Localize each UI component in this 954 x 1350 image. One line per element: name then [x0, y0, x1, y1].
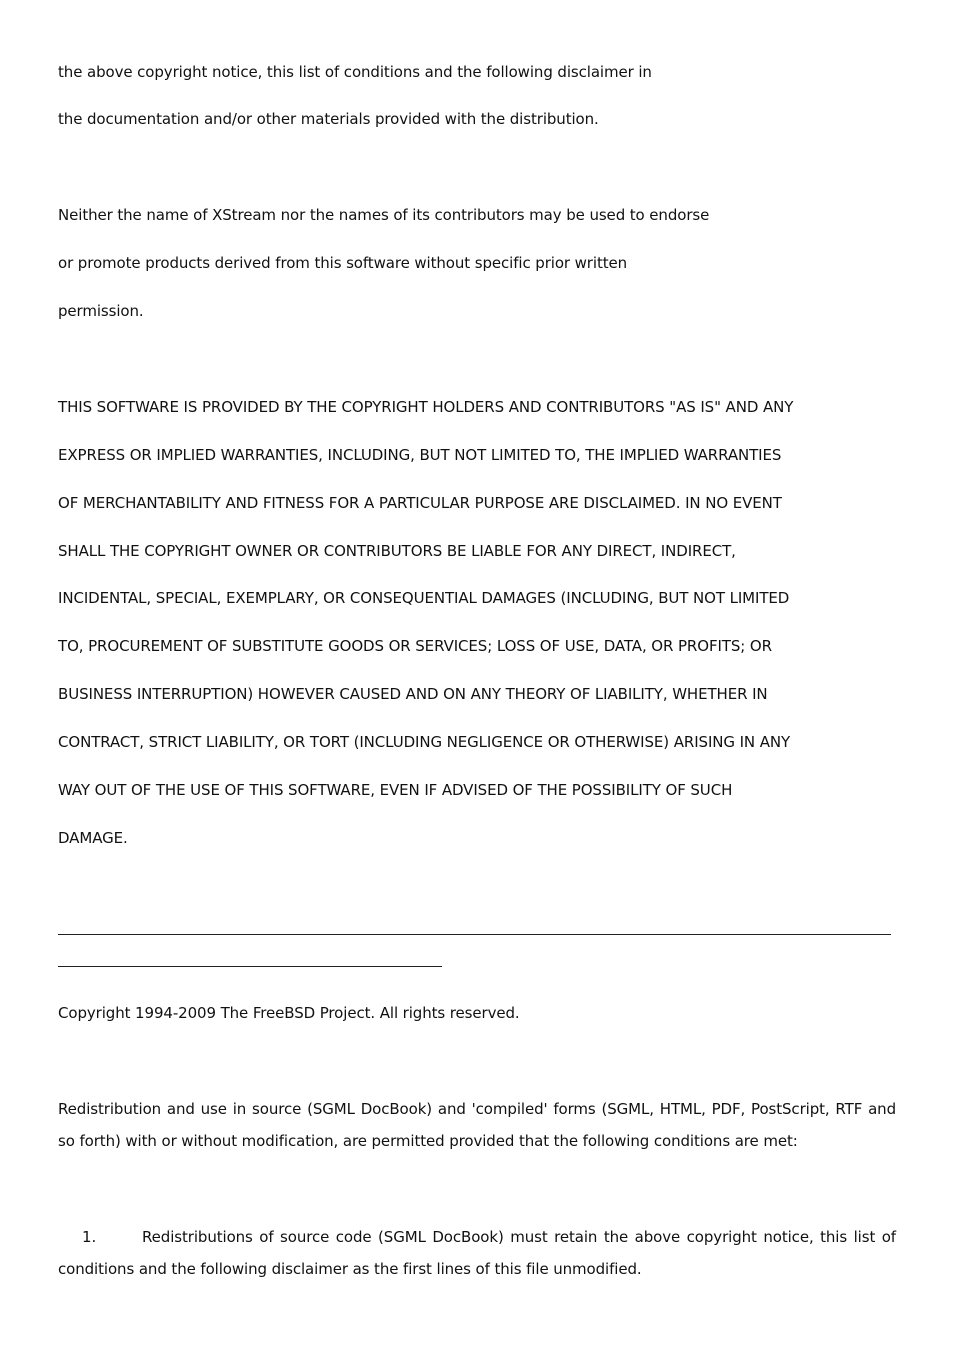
disclaimer-line: WAY OUT OF THE USE OF THIS SOFTWARE, EVEN IF ADVISED OF THE POSSIBILITY OF SUCH: [58, 781, 733, 799]
disclaimer-line: BUSINESS INTERRUPTION) HOWEVER CAUSED AND ON ANY THEORY OF LIABILITY, WHETHER IN: [58, 685, 768, 703]
list-item-number: 1.: [82, 1228, 97, 1246]
disclaimer-line: THIS SOFTWARE IS PROVIDED BY THE COPYRIGHT HOLDERS AND CONTRIBUTORS "AS IS" AND ANY: [58, 398, 794, 416]
separator-rule-short: [58, 966, 442, 967]
disclaimer-line: SHALL THE COPYRIGHT OWNER OR CONTRIBUTORS BE LIABLE FOR ANY DIRECT, INDIRECT,: [58, 542, 736, 560]
para2-line: or promote products derived from this software without specific prior written: [58, 254, 628, 272]
disclaimer-line: CONTRACT, STRICT LIABILITY, OR TORT (INCLUDING NEGLIGENCE OR OTHERWISE) ARISING IN ANY: [58, 733, 791, 751]
disclaimer-line: INCIDENTAL, SPECIAL, EXEMPLARY, OR CONSEQUENTIAL DAMAGES (INCLUDING, BUT NOT LIMITED: [58, 589, 790, 607]
disclaimer-line: OF MERCHANTABILITY AND FITNESS FOR A PARTICULAR PURPOSE ARE DISCLAIMED. IN NO EVENT: [58, 494, 782, 512]
disclaimer-line: TO, PROCUREMENT OF SUBSTITUTE GOODS OR SERVICES; LOSS OF USE, DATA, OR PROFITS; OR: [58, 637, 772, 655]
para1-line: the above copyright notice, this list of conditions and the following disclaimer in: [58, 63, 652, 81]
list-item-text: Redistributions of source code (SGML DocBook) must retain the above copyright notice, this list of conditions and the following disclaimer as the first lines of this file unmodified.: [58, 1228, 896, 1278]
list-item: [58, 1221, 896, 1285]
disclaimer-line: EXPRESS OR IMPLIED WARRANTIES, INCLUDING, BUT NOT LIMITED TO, THE IMPLIED WARRANTIES: [58, 446, 782, 464]
para1-line: the documentation and/or other materials provided with the distribution.: [58, 110, 599, 128]
disclaimer-line: DAMAGE.: [58, 829, 128, 847]
separator-rule: [58, 934, 891, 935]
redistribution-paragraph: Redistribution and use in source (SGML DocBook) and 'compiled' forms (SGML, HTML, PDF, PostScript, RTF and so forth) with or without modification, are permitted provided that the following conditions are met:: [58, 1100, 896, 1150]
para2-line: Neither the name of XStream nor the names of its contributors may be used to endorse: [58, 206, 710, 224]
para2-line: permission.: [58, 302, 144, 320]
copyright-line: Copyright 1994-2009 The FreeBSD Project. All rights reserved.: [58, 1004, 520, 1022]
